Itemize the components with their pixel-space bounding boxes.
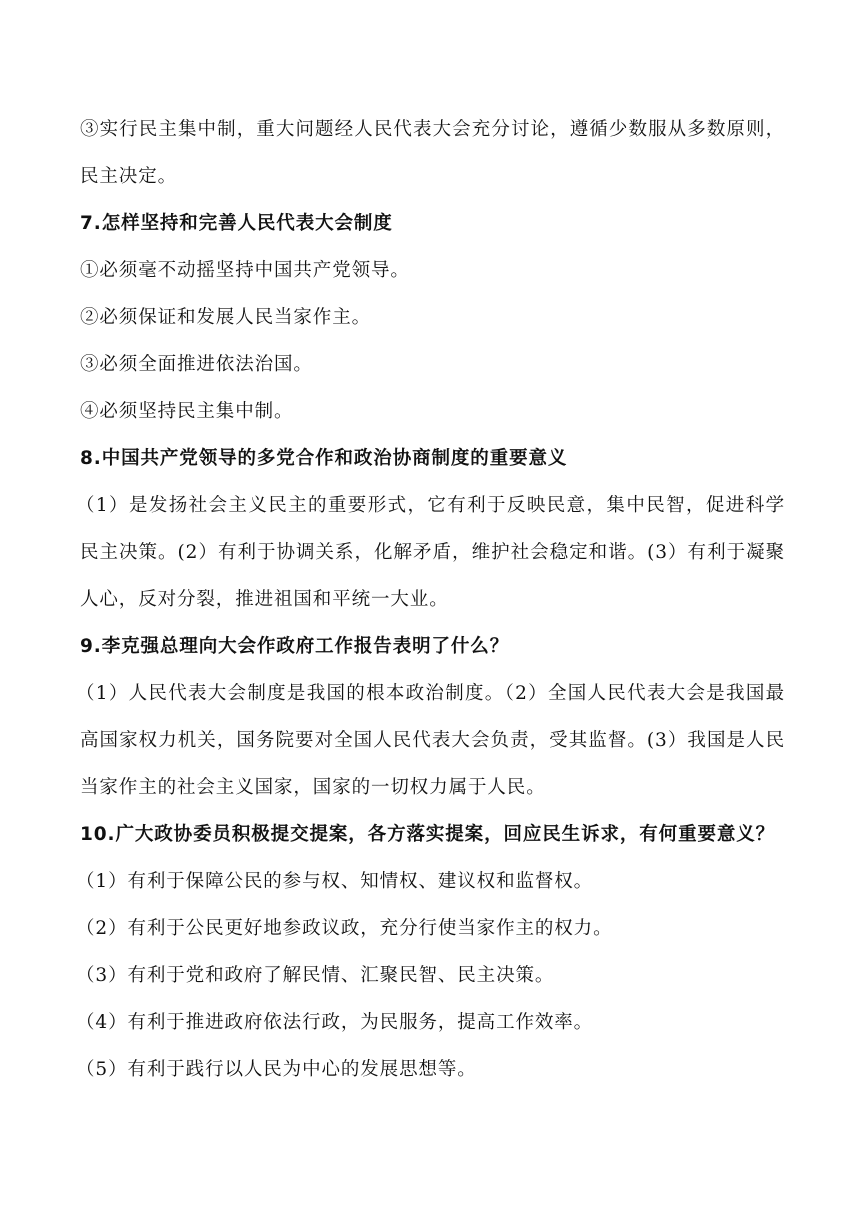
answer-7-point-2: ②必须保证和发展人民当家作主。: [80, 307, 372, 328]
answer-7-point-1: ①必须毫不动摇坚持中国共产党领导。: [80, 260, 410, 281]
answer-10-point-3: （3）有利于党和政府了解民情、汇聚民智、民主决策。: [76, 965, 555, 986]
answer-10-point-5: （5）有利于践行以人民为中心的发展思想等。: [76, 1059, 477, 1080]
answer-8-paragraph: （1）是发扬社会主义民主的重要形式，它有利于反映民意，集中民智，促进科学民主决策。(2）有利于协调关系，化解矛盾，维护社会稳定和谐。(3）有利于凝聚人心，反对分裂，推进祖国和平统一大业。: [76, 495, 785, 610]
answer-10-point-4: （4）有利于推进政府依法行政，为民服务，提高工作效率。: [76, 1012, 594, 1033]
answer-7-point-3: ③必须全面推进依法治国。: [80, 354, 313, 375]
heading-question-8: 8.中国共产党领导的多党合作和政治协商制度的重要意义: [80, 448, 568, 469]
answer-10-point-1: （1）有利于保障公民的参与权、知情权、建议权和监督权。: [76, 871, 594, 892]
heading-question-10: 10.广大政协委员积极提交提案，各方落实提案，回应民生诉求，有何重要意义？: [80, 824, 776, 845]
heading-question-7: 7.怎样坚持和完善人民代表大会制度: [80, 213, 393, 234]
document-content: [76, 106, 785, 1093]
answer-7-point-4: ④必须坚持民主集中制。: [80, 401, 294, 422]
item-3-democratic-centralism: ③实行民主集中制，重大问题经人民代表大会充分讨论，遵循少数服从多数原则，民主决定。: [80, 119, 785, 187]
answer-10-point-2: （2）有利于公民更好地参政议政，充分行使当家作主的权力。: [76, 918, 613, 939]
heading-question-9: 9.李克强总理向大会作政府工作报告表明了什么？: [80, 636, 510, 657]
answer-9-paragraph: （1）人民代表大会制度是我国的根本政治制度。（2）全国人民代表大会是我国最高国家权力机关，国务院要对全国人民代表大会负责，受其监督。(3）我国是人民当家作主的社会主义国家，国家的一切权力属于人民。: [76, 683, 785, 798]
